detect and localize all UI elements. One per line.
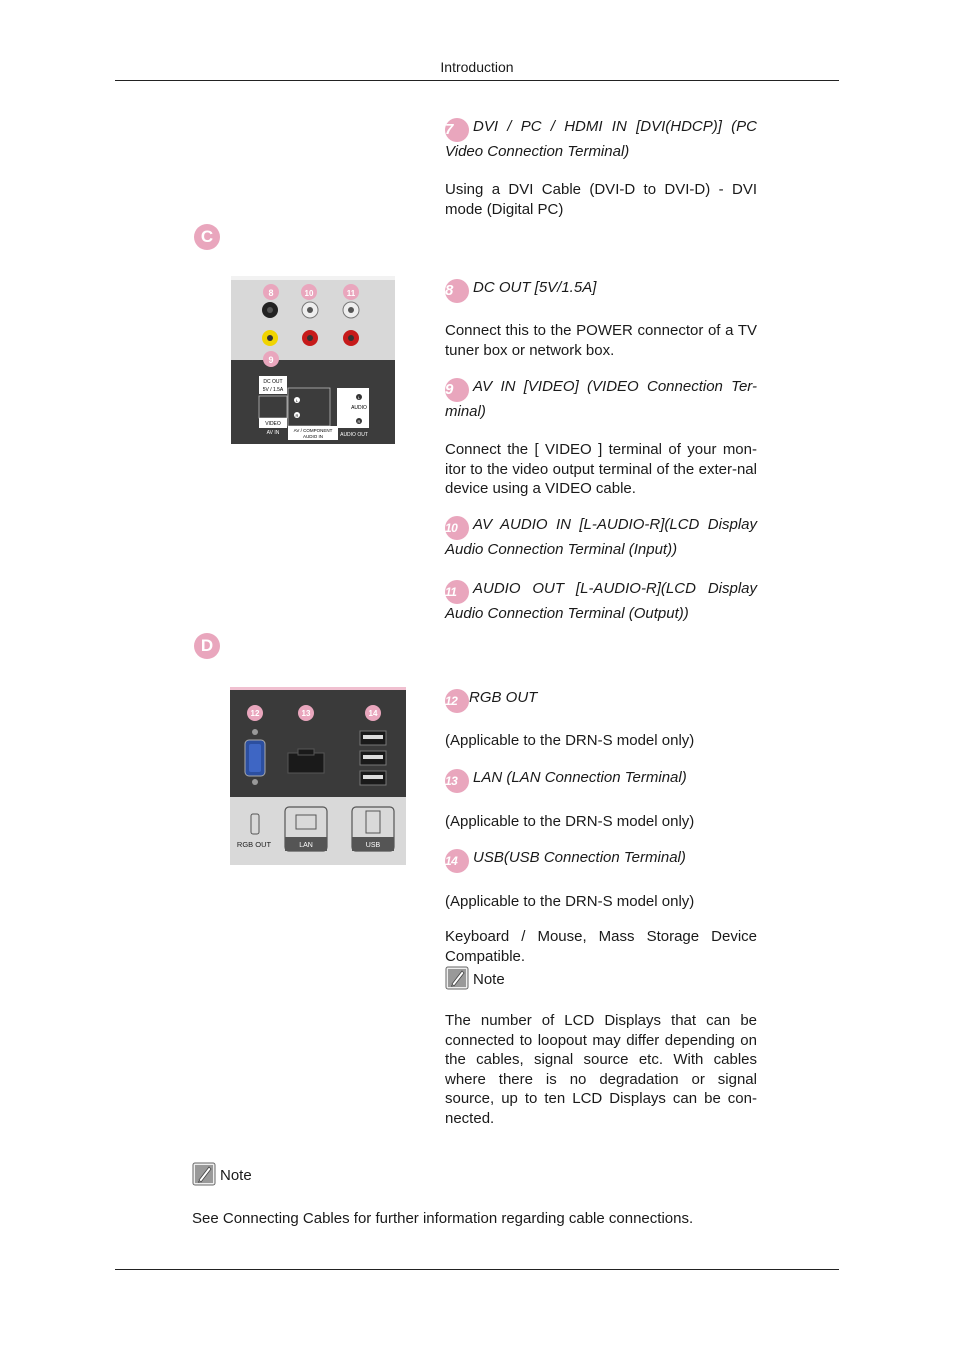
- audio-in-right-jack: [302, 330, 318, 346]
- item-7-desc: Using a DVI Cable (DVI-D to DVI-D) - DVI mode (Digital PC): [445, 181, 757, 218]
- item-11-title: 11 AUDIO OUT [L-AUDIO-R](LCD Display Audio Connection Terminal (Output)): [445, 580, 757, 622]
- item-9-title: 9 AV IN [VIDEO] (VIDEO Connection Ter-minal): [445, 378, 757, 420]
- panel-c-badge-10: 10: [304, 289, 314, 298]
- panel-c-badge-9: 9: [268, 355, 274, 365]
- badge-7: 7: [445, 118, 469, 142]
- video-jack: [262, 330, 278, 346]
- note-1-text: The number of LCD Displays that can be connected to loopout may differ depending on the cables, signal source etc. With cables where there is no degradation or signal source, up to ten LCD Displays can be con-nected.: [445, 1012, 757, 1127]
- badge-8: 8: [445, 279, 469, 303]
- lan-label: LAN: [299, 842, 313, 849]
- badge-10: 10: [445, 516, 469, 540]
- item-8-title: 8 DC OUT [5V/1.5A]: [445, 278, 757, 303]
- item-12-desc: (Applicable to the DRN-S model only): [445, 732, 695, 749]
- audio-out-right-mark: R: [357, 419, 361, 424]
- panel-c-connector-image: [231, 276, 395, 444]
- badge-11: 11: [445, 580, 469, 604]
- av-in-label: AV IN: [266, 430, 280, 436]
- dc-out-rating: 5V / 1.5A: [262, 387, 284, 393]
- item-9-desc: Connect the [ VIDEO ] terminal of your mon-itor to the video output terminal of the exter-nal device using a VIDEO cable.: [445, 441, 757, 497]
- audio-label: AUDIO: [351, 405, 367, 411]
- audio-in-label: AUDIO IN: [302, 434, 324, 439]
- note-icon: [192, 1162, 216, 1186]
- dc-out-label: DC OUT: [263, 379, 283, 385]
- audio-out-left-jack: [343, 302, 359, 318]
- badge-14: 14: [445, 849, 469, 873]
- video-label: VIDEO: [265, 421, 281, 427]
- section-c-badge: C: [194, 224, 220, 250]
- av-right-mark: R: [295, 413, 299, 418]
- note-2-label: Note: [220, 1167, 252, 1184]
- audio-in-left-jack: [302, 302, 318, 318]
- badge-13: 13: [445, 769, 469, 793]
- item-13-title: 13 LAN (LAN Connection Terminal): [445, 768, 757, 793]
- item-12-title: 12 RGB OUT: [445, 688, 757, 713]
- panel-c-badge-11: 11: [346, 289, 356, 298]
- header-rule: [115, 80, 839, 81]
- panel-d-badge-13: 13: [301, 709, 311, 718]
- panel-d-connector-image: [230, 687, 406, 865]
- footer-rule: [115, 1269, 839, 1270]
- item-10-title: 10 AV AUDIO IN [L-AUDIO-R](LCD Display Audio Connection Terminal (Input)): [445, 516, 757, 558]
- panel-c-badge-8: 8: [268, 288, 274, 298]
- item-8-desc: Connect this to the POWER connector of a TV tuner box or network box.: [445, 322, 757, 359]
- item-7-title: 7 DVI / PC / HDMI IN [DVI(HDCP)] (PC Video Connection Terminal): [445, 118, 757, 160]
- item-14-desc2: Keyboard / Mouse, Mass Storage Device Compatible.: [445, 928, 757, 965]
- note-1-label: Note: [473, 971, 505, 988]
- note-2-heading: [192, 1162, 252, 1186]
- dc-out-jack: [262, 302, 278, 318]
- page-header-title: Introduction: [440, 59, 514, 75]
- note-1-heading: [445, 966, 505, 990]
- usb-label: USB: [365, 842, 381, 849]
- audio-out-label: AUDIO OUT: [340, 432, 368, 438]
- section-d-badge: D: [194, 633, 220, 659]
- item-14-desc: (Applicable to the DRN-S model only): [445, 893, 695, 910]
- panel-d-badge-12: 12: [250, 709, 260, 718]
- lan-port: [288, 749, 324, 773]
- usb-ports: [360, 731, 386, 785]
- badge-12: 12: [445, 689, 469, 713]
- av-component-label: AV / COMPONENT: [293, 428, 333, 433]
- badge-9: 9: [445, 378, 469, 402]
- audio-out-right-jack: [343, 330, 359, 346]
- note-2-text: See Connecting Cables for further information regarding cable connections.: [192, 1210, 694, 1227]
- panel-d-badge-14: 14: [368, 709, 378, 718]
- audio-out-left-mark: L: [357, 395, 361, 400]
- note-icon: [445, 966, 469, 990]
- rgb-out-label: RGB OUT: [236, 840, 272, 849]
- item-14-title: 14 USB(USB Connection Terminal): [445, 848, 757, 873]
- item-13-desc: (Applicable to the DRN-S model only): [445, 813, 695, 830]
- av-left-mark: L: [295, 398, 299, 403]
